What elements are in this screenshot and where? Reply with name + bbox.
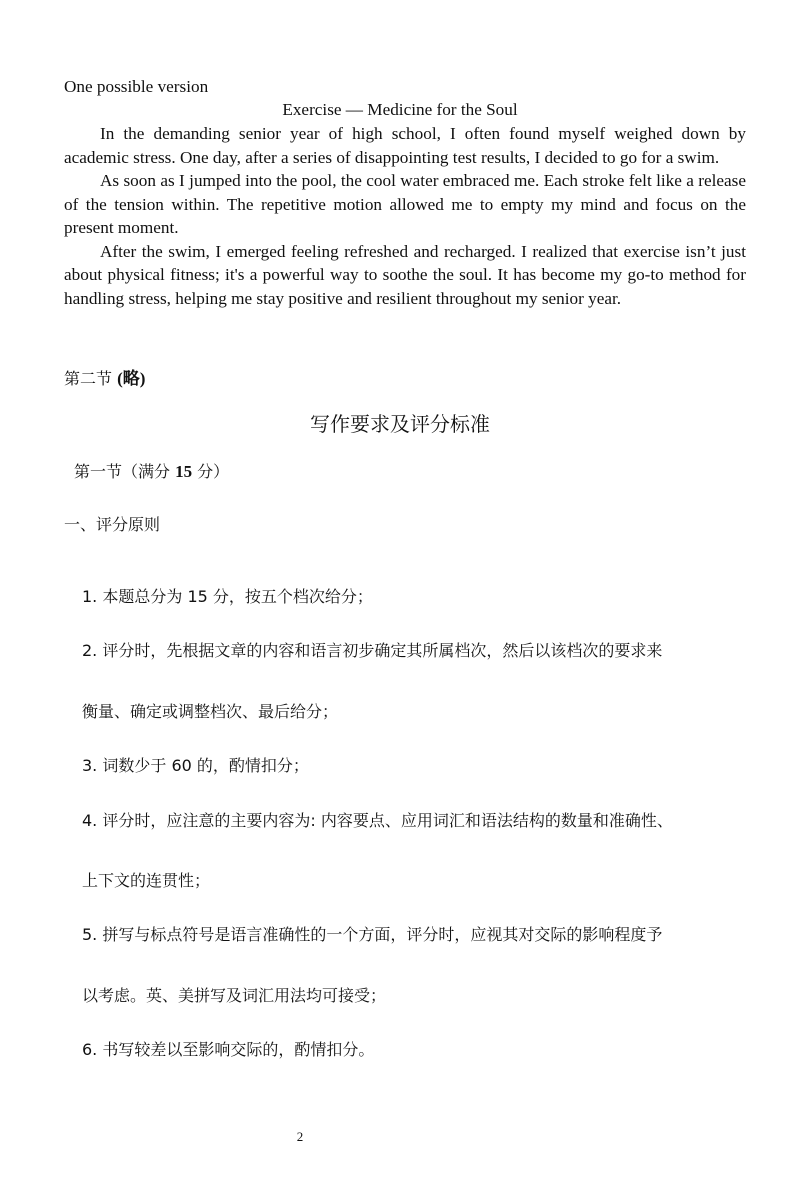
rule-item: 3. 词数少于 60 的，酌情扣分； — [82, 756, 309, 775]
section-one-score: 15 — [175, 462, 193, 481]
page-number: 2 — [296, 1129, 304, 1144]
rule-item-continuation: 衡量、确定或调整档次、最后给分； — [82, 702, 339, 721]
section-two-heading — [64, 368, 145, 390]
rule-item-continuation: 上下文的连贯性； — [82, 871, 211, 890]
section-two-note: (略) — [117, 369, 146, 388]
section-one-heading — [74, 461, 229, 483]
rule-item-continuation: 以考虑。英、美拼写及词汇用法均可接受； — [82, 986, 387, 1005]
section-one-suffix: 分） — [192, 462, 230, 481]
essay-paragraph: In the demanding senior year of high school, I often found myself weighed down by academic stress. One day, after a series of disappointing test results, I decided to go for a swim. — [64, 124, 746, 167]
rubric-title: 写作要求及评分标准 — [310, 412, 490, 436]
principles-heading: 一、评分原则 — [64, 515, 161, 534]
essay-paragraph: After the swim, I emerged feeling refreshed and recharged. I realized that exercise isn’t just about physical fitness; it's a powerful way to soothe the soul. It has become my go-to method for handling stress, helping me stay positive and resilient throughout my senior year. — [64, 241, 746, 308]
essay-body — [64, 122, 746, 310]
section-one-prefix: 第一节（满分 — [74, 462, 176, 481]
rule-item: 2. 评分时，先根据文章的内容和语言初步确定其所属档次，然后以该档次的要求来 — [82, 641, 663, 660]
essay-paragraph: As soon as I jumped into the pool, the cool water embraced me. Each stroke felt like a release of the tension within. The repetitive motion allowed me to empty my mind and focus on the present moment. — [64, 171, 746, 237]
rule-item: 6. 书写较差以至影响交际的，酌情扣分。 — [82, 1040, 375, 1059]
rule-item: 1. 本题总分为 15 分，按五个档次给分； — [82, 587, 373, 606]
essay-label: One possible version — [64, 77, 209, 96]
section-two-label: 第二节 — [64, 369, 113, 388]
rule-item: 4. 评分时，应注意的主要内容为: 内容要点、应用词汇和语法结构的数量和准确性、 — [82, 811, 673, 830]
essay-title: Exercise — Medicine for the Soul — [282, 100, 518, 119]
rule-item: 5. 拼写与标点符号是语言准确性的一个方面，评分时，应视其对交际的影响程度予 — [82, 925, 663, 944]
